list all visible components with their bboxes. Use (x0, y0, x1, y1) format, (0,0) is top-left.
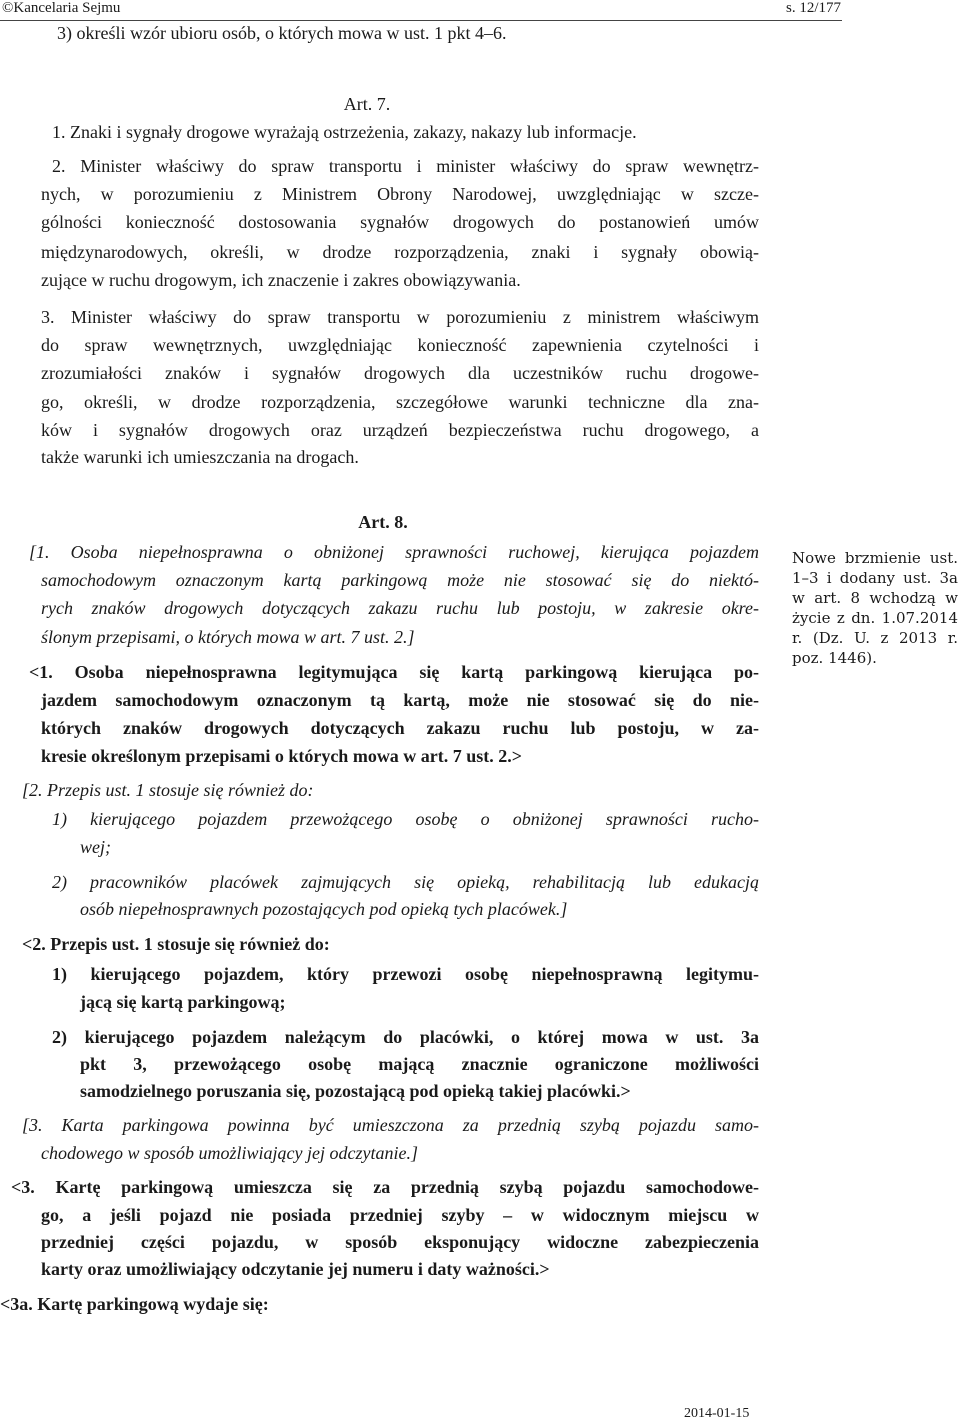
art8-new1-line: <1. Osoba niepełnosprawna legitymująca się kartą parkingową kierująca po- (29, 662, 759, 682)
publisher-header: ©Kancelaria Sejmu (2, 0, 121, 16)
art8-old1-line: [1. Osoba niepełnosprawna o obniżonej sprawności ruchowej, kierująca pojazdem (29, 542, 759, 562)
margin-note-line: w art. 8 wchodzą w (792, 589, 958, 607)
art8-old2-item1-line: wej; (80, 837, 111, 857)
art8-new3-line: <3. Kartę parkingową umieszcza się za przednią szybą pojazdu samochodowe- (11, 1177, 759, 1197)
art8-new1-line: kresie określonym przepisami o których mowa w art. 7 ust. 2.> (41, 746, 523, 766)
page-number: s. 12/177 (785, 0, 841, 16)
art7-p2-line: międzynarodowych, określi, w drodze rozporządzenia, znaki i sygnały obowią- (41, 242, 759, 262)
art8-new2-intro: <2. Przepis ust. 1 stosuje się również do: (22, 934, 330, 954)
footer-date: 2014-01-15 (684, 1406, 750, 1421)
art8-new2-item2-line: 2) kierującego pojazdem należącym do placówki, o której mowa w ust. 3a (52, 1027, 759, 1047)
art8-old1-line: rych znaków drogowych dotyczących zakazu ruchu lub postoju, w zakresie okre- (41, 598, 759, 618)
art8-old2-item1-line: 1) kierującego pojazdem przewożącego osobę o obniżonej sprawności rucho- (52, 809, 759, 829)
art8-old2-item2-line: 2) pracowników placówek zajmujących się opieką, rehabilitacją lub edukacją (52, 872, 759, 892)
art7-p3-line: ków i sygnałów drogowych oraz urządzeń bezpieczeństwa ruchu drogowego, a (41, 420, 759, 440)
art7-prev-item3: 3) określi wzór ubioru osób, o których mowa w ust. 1 pkt 4–6. (57, 23, 507, 43)
art8-new3-line: go, a jeśli pojazd nie posiada przedniej szyby – w widocznym miejscu w (41, 1205, 759, 1225)
margin-note-line: poz. 1446). (792, 649, 877, 667)
art7-p2-line: 2. Minister właściwy do spraw transportu i minister właściwy do spraw wewnętrz- (52, 156, 759, 176)
art8-new3a: <3a. Kartę parkingową wydaje się: (0, 1294, 269, 1314)
art7-p3-line: go, określi, w drodze rozporządzenia, szczegółowe warunki techniczne dla zna- (41, 392, 759, 412)
art7-title: Art. 7. (343, 94, 391, 114)
art8-new2-item1-line: jącą się kartą parkingową; (80, 992, 286, 1012)
art7-p1: 1. Znaki i sygnały drogowe wyrażają ostrzeżenia, zakazy, nakazy lub informacje. (52, 122, 637, 142)
art8-new1-line: których znaków drogowych dotyczących zakazu ruchu lub postoju, w za- (41, 718, 759, 738)
art8-new1-line: jazdem samochodowym oznaczonym tą kartą, może nie stosować się do nie- (41, 690, 759, 710)
art7-p2-line: nych, w porozumieniu z Ministrem Obrony Narodowej, uwzględniając w szcze- (41, 184, 759, 204)
art8-old1-line: ślonym przepisami, o których mowa w art. 7 ust. 2.] (41, 627, 415, 647)
art8-new2-item2-line: samodzielnego poruszania się, pozostającą pod opieką takiej placówki.> (80, 1081, 631, 1101)
margin-note-line: r. (Dz. U. z 2013 r. (792, 629, 958, 647)
margin-note-line: życie z dn. 1.07.2014 (792, 609, 958, 627)
art8-old1-line: samochodowym oznaczonym kartą parkingową może nie stosować się do niektó- (41, 570, 759, 590)
margin-note-line: 1–3 i dodany ust. 3a (792, 569, 958, 587)
art8-old3-line: chodowego w sposób umożliwiający jej odczytanie.] (41, 1143, 418, 1163)
art7-p3-line: zrozumiałości znaków i sygnałów drogowych dla uczestników ruchu drogowe- (41, 363, 759, 383)
art7-p3-line: 3. Minister właściwy do spraw transportu w porozumieniu z ministrem właściwym (41, 307, 759, 327)
art7-p3-line: do spraw wewnętrznych, uwzględniając konieczność zapewnienia czytelności i (41, 335, 759, 355)
art8-old2-item2-line: osób niepełnosprawnych pozostających pod opieką tych placówek.] (80, 899, 568, 919)
art7-p2-line: zujące w ruchu drogowym, ich znaczenie i zakres obowiązywania. (41, 270, 521, 290)
art8-new2-item1-line: 1) kierującego pojazdem, który przewozi osobę niepełnosprawną legitymu- (52, 964, 759, 984)
art8-old2-intro: [2. Przepis ust. 1 stosuje się również do: (22, 780, 314, 800)
margin-note (792, 548, 958, 668)
art8-old3-line: [3. Karta parkingowa powinna być umieszczona za przednią szybą pojazdu samo- (22, 1115, 759, 1135)
art7-p2-line: gólności konieczność dostosowania sygnałów drogowych do postanowień umów (41, 212, 759, 232)
margin-note-line: Nowe brzmienie ust. (792, 549, 958, 567)
art8-new2-item2-line: pkt 3, przewożącego osobę mającą znacznie ograniczone możliwości (80, 1054, 759, 1074)
art7-p3-line: także warunki ich umieszczania na drogach. (41, 447, 359, 467)
art8-new3-line: przedniej części pojazdu, w sposób eksponujący widoczne zabezpieczenia (41, 1232, 759, 1252)
art8-title: Art. 8. (358, 512, 408, 532)
art8-new3-line: karty oraz umożliwiający odczytanie jej numeru i daty ważności.> (41, 1259, 550, 1279)
